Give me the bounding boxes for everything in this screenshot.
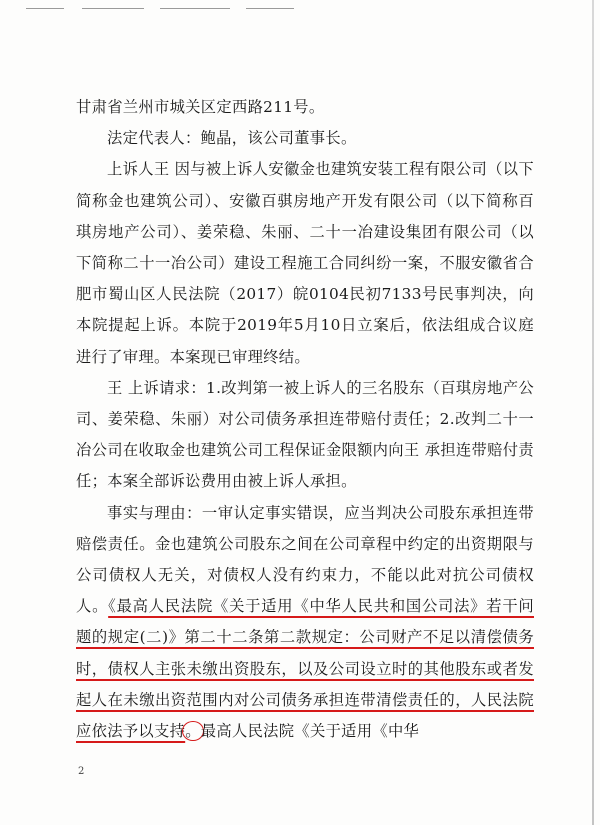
- page-number: 2: [78, 766, 85, 777]
- document-body: [76, 92, 534, 747]
- scan-top-rule: [246, 8, 294, 9]
- circled-period: 。: [182, 721, 204, 741]
- legal-representative-paragraph: 法定代表人：鲍晶，该公司董事长。: [107, 129, 357, 148]
- scan-top-rule: [26, 8, 64, 9]
- case-intro-paragraph: 上诉人王 因与被上诉人安徽金也建筑安装工程有限公司（以下简称金也建筑公司）、安徽百骐房地产开发有限公司（以下简称百琪房地产公司）、姜荣稳、朱丽、二十一冶建设集团有限公司（以下简称二十一冶公司）建设工程施工合同纠纷一案，不服安徽省合肥市蜀山区人民法院（2017）皖0104民初7133号民事判决，向本院提起上诉。本院于2019年5月10日立案后，依法组成合议庭进行了审理。本案现已审理终结。: [76, 160, 534, 366]
- scan-page-edge: [592, 0, 594, 825]
- facts-tail-text: 最高人民法院《关于适用《中华: [200, 722, 420, 741]
- facts-paragraph: [76, 498, 534, 748]
- scan-top-rule: [82, 8, 144, 9]
- underlined-legal-citation: 《最高人民法院《关于适用《中华人民共和国公司法》若干问题的规定(二)》第二十二条第二款规定：公司财产不足以清偿债务时，债权人主张未缴出资股东，以及公司设立时的其他股东或者发起人在未缴出资范围内对公司债务承担连带清偿责任的，人民法院应依法予以支持: [76, 597, 534, 741]
- facts-plain-text: 事实与理由：一审认定事实错误，应当判决公司股东承担连带赔偿责任。金也建筑公司股东之间在公司章程中约定的出资期限与公司债权人无关，对债权人没有约束力，不能以此对抗公司债权人。: [76, 503, 534, 616]
- address-paragraph: 甘肃省兰州市城关区定西路211号。: [76, 98, 325, 116]
- appeal-request-paragraph: 王 上诉请求：1.改判第一被上诉人的三名股东（百琪房地产公司、姜荣稳、朱丽）对公司债务承担连带赔付责任；2.改判二十一冶公司在收取金也建筑公司工程保证金限额内向王 承担连带赔付责任；本案全部诉讼费用由被上诉人承担。: [76, 378, 534, 491]
- scan-top-rule: [160, 8, 230, 9]
